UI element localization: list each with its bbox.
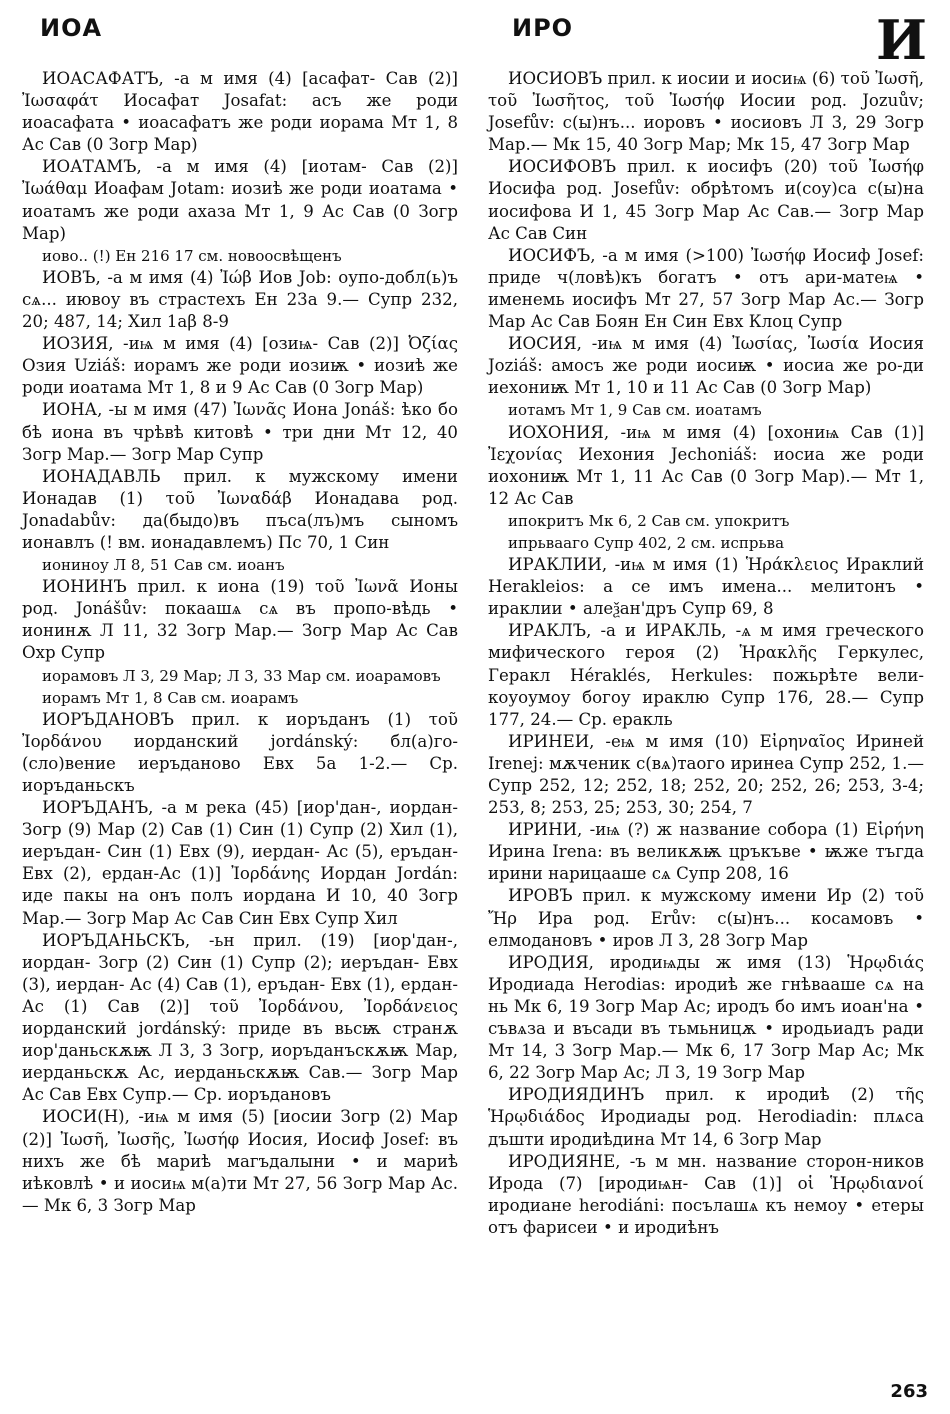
dictionary-entry: ИОЗИЯ, -иѩ м имя (4) [озиѩ- Сав (2)] Ὀζίας Озия Uziáš: иорамъ же роди иозиѭ • иозиѣ же роди иоатама Мт 1, 8 и 9 Ас Сав (0 Зогр Мар)	[22, 334, 458, 398]
dictionary-entry: ИОСИОВЪ прил. к иосии и иосиѩ (6) τοῦ Ἰωσῆ, τοῦ Ἰωσῆτος, τοῦ Ἰωσήφ Иосии род. Jozuův; Josefův: с(ы)нъ... иоровъ • иосиовъ Л 3, 29 Зогр Мар.— Мк 15, 40 Зогр Мар; Мк 15, 47 Зогр Мар	[488, 69, 924, 155]
dictionary-entry: ИОНИНЪ прил. к иона (19) τοῦ Ἰωνᾶ Ионы род. Jonášův: покаашѧ сѧ въ пропо-вѣдь • ионинѫ Л 11, 32 Зогр Мар.— Зогр Мар Ас Сав Охр Супр	[22, 577, 458, 663]
dictionary-entry: ИРОДИЯНЕ, -ъ м мн. название сторон-ников Ирода (7) [иродиѩн- Сав (1)] οἱ Ἡρῳδιανοί иродиане herodiáni: посълашѧ къ немоу • етеры отъ фарисеи • и иродиѣнъ	[488, 1151, 924, 1237]
section-letter: И	[875, 8, 928, 72]
dictionary-entry: ИОРЪДАНЬСКЪ, -ьн прил. (19) [иор'дан-, иордан- Зогр (2) Син (1) Супр (2); иеръдан- Евх (3), иердан- Ас (4) Сав (1), еръдан- Евх (1), ердан- Ас (1) Сав (2)] τοῦ Ἰορδάνου, Ἰορδάνειος иорданский jordánský: приде въ вьсѭ странѫ иор'даньскѫѭ Л 3, 3 Зогр, иоръданъскѫѭ Мар, иерданьскѫ Ас, иерданьскѫѭ Сав.— Зогр Мар Ас Сав Евх Супр.— Ср. иоръдановъ	[22, 930, 458, 1105]
page-number: 263	[890, 1381, 928, 1402]
dictionary-entry: ИОРЪДАНОВЪ прил. к иоръданъ (1) τοῦ Ἰορδάνου иорданский jordánský: бл(а)го-(сло)вение иеръданово Евх 5а 1-2.— Ср. иоръданьскъ	[22, 709, 458, 795]
dictionary-entry: ИОСИЯ, -иѩ м имя (4) Ἰωσίας, Ἰωσία Иосия Joziáš: амосъ же роди иосиѭ • иосиа же ро-ди иехониѭ Мт 1, 10 и 11 Ас Сав (0 Зогр Мар)	[488, 334, 924, 398]
dictionary-entry: ИОХОНИЯ, -иѩ м имя (4) [охониѩ Сав (1)] Ἰεχονίας Иехония Jechoniáš: иосиа же роди иохониѭ Мт 1, 11 Ас Сав (0 Зогр Мар).— Мт 1, 12 Ас Сав	[488, 422, 924, 508]
dictionary-entry: ИРИНИ, -иѩ (?) ж название собора (1) Εἰρήνη Ирина Irena: въ великѫѭ цръкъве • ѭже тъгда ирини нарицааше сѧ Супр 208, 16	[488, 820, 924, 884]
cross-reference: иорамовъ Л 3, 29 Мар; Л 3, 33 Мар см. иоарамовъ	[42, 666, 441, 685]
dictionary-entry: ИРОДИЯ, иродиѩды ж имя (13) Ἡρῳδιάς Иродиада Herodias: иродиѣ же гнѣвааше сѧ на нь Мк 6, 19 Зогр Мар Ас; иродъ бо имъ иоан'на • съвѧза и въсади въ тьмьницѫ • иродьиадъ ради Мт 14, 3 Зогр Мар.— Мк 6, 17 Зогр Мар Ас; Мк 6, 22 Зогр Мар Ас; Л 3, 19 Зогр Мар	[488, 952, 924, 1083]
dictionary-entry: ИОВЪ, -а м имя (4) Ἰώβ Иов Job: оупо-добл(ь)ъ сѧ... иювоу въ страстехъ Ен 23а 9.— Супр 232, 20; 487, 14; Хил 1аβ 8-9	[22, 267, 458, 332]
dictionary-entry: ИОНАДАВЛЬ прил. к мужскому имени Ионадав (1) τοῦ Ἰωναδάβ Ионадава род. Jonadabův: да(быдо)въ пъса(лъ)мъ сыномъ ионавлъ (! вм. ионадавлемъ) Пс 70, 1 Син	[22, 466, 458, 552]
dictionary-entry: ИОАСАФАТЪ, -а м имя (4) [асафат- Сав (2)] Ἰωσαφάτ Иосафат Josafat: асъ же роди иоасафата • иоасафатъ же роди иорама Мт 1, 8 Ас Сав (0 Зогр Мар)	[22, 69, 458, 155]
dictionary-entry: ИРОДИЯДИНЪ прил. к иродиѣ (2) τῆς Ἡρῳδιάδος Иродиады род. Herodiadin: плѧса дъшти иродиѣдина Мт 14, 6 Зогр Мар	[488, 1085, 924, 1149]
dictionary-entry: ИРАКЛИИ, -иѩ м имя (1) Ἡράκλειος Ираклий Herakleios: а се имъ имена... мелитонъ • ираклии • алеѯан'дръ Супр 69, 8	[488, 555, 924, 619]
cross-reference: ипокритъ Мк 6, 2 Сав см. упокритъ	[508, 511, 790, 530]
dictionary-entry: ИОРЪДАНЪ, -а м река (45) [иор'дан-, иордан- Зогр (9) Мар (2) Сав (1) Син (1) Супр (2) Хил (1), иеръдан- Син (1) Евх (9), иердан- Ас (5), еръдан- Евх (2), ердан-Ас (1)] Ἰορδάνης Иордан Jordán: иде пакы на онъ полъ иордана И 10, 40 Зогр Мар.— Зогр Мар Ас Сав Син Евх Супр Хил	[22, 798, 458, 928]
cross-reference: иово.. (!) Ен 216 17 см. новоосвѣщенъ	[42, 246, 342, 265]
dictionary-entry: ИОНА, -ы м имя (47) Ἰωνᾶς Иона Jonáš: ѣко бо бѣ иона въ чрѣвѣ китовѣ • три дни Мт 12, 40 Зогр Мар.— Зогр Мар Супр	[22, 400, 458, 464]
cross-reference: ипрьвааго Супр 402, 2 см. испрьва	[508, 533, 785, 552]
dictionary-entry: ИРОВЪ прил. к мужскому имени Ир (2) τοῦ Ἤρ Ира род. Erův: с(ы)нъ... косамовъ • елмодановъ • иров Л 3, 28 Зогр Мар	[488, 886, 924, 950]
running-head-left: ИОА	[40, 14, 103, 42]
dictionary-entry: ИОСИФЪ, -а м имя (>100) Ἰωσήφ Иосиф Josef: приде ч(ловѣ)къ богатъ • отъ ари-матеѩ • именемь иосифъ Мт 27, 57 Зогр Мар Ас.— Зогр Мар Ас Сав Боян Ен Син Евх Клоц Супр	[488, 245, 924, 332]
dictionary-entry: ИРИНЕИ, -еѩ м имя (10) Εἰρηναῖος Ириней Irenej: мѫченик с(вѧ)таого иринеа Супр 252, 1.— Супр 252, 12; 252, 18; 252, 20; 252, 26; 253, 3-4; 253, 8; 253, 25; 253, 30; 254, 7	[488, 731, 924, 818]
left-column	[22, 68, 458, 1217]
right-column	[488, 68, 924, 1239]
dictionary-entry: ИОСИ(Н), -иѩ м имя (5) [иосии Зогр (2) Мар (2)] Ἰωσῆ, Ἰωσῆς, Ἰωσήφ Иосия, Иосиф Josef: въ нихъ же бѣ мариѣ магъдалыни • и мариѣ иѣковлѣ • и иосиѩ м(а)ти Мт 27, 56 Зогр Мар Ас.— Мк 6, 3 Зогр Мар	[22, 1107, 458, 1215]
dictionary-entry: ИОАТАМЪ, -а м имя (4) [иотам- Сав (2)] Ἰωάθαμ Иоафам Jotam: иозиѣ же роди иоатама • иоатамъ же роди ахаза Мт 1, 9 Ас Сав (0 Зогр Мар)	[22, 157, 458, 243]
cross-reference: иорамъ Мт 1, 8 Сав см. иоарамъ	[42, 688, 299, 707]
running-head-center: ИРО	[512, 14, 574, 42]
cross-reference: иониноу Л 8, 51 Сав см. иоанъ	[42, 556, 285, 575]
dictionary-entry: ИОСИФОВЪ прил. к иосифъ (20) τοῦ Ἰωσήφ Иосифа род. Josefův: обрѣтомъ и(соу)са с(ы)на иосифова И 1, 45 Зогр Мар Ас Сав.— Зогр Мар Ас Сав Син	[488, 157, 924, 243]
dictionary-entry: ИРАКЛЪ, -а и ИРАКЛЬ, -ѧ м имя греческого мифического героя (2) Ἡρακλῆς Геркулес, Геракл Héraklés, Herkules: пожьрѣте вели-коуоумоу богоу ираклю Супр 176, 28.— Супр 177, 24.— Ср. еракль	[488, 621, 924, 729]
cross-reference: иотамъ Мт 1, 9 Сав см. иоатамъ	[508, 401, 762, 420]
